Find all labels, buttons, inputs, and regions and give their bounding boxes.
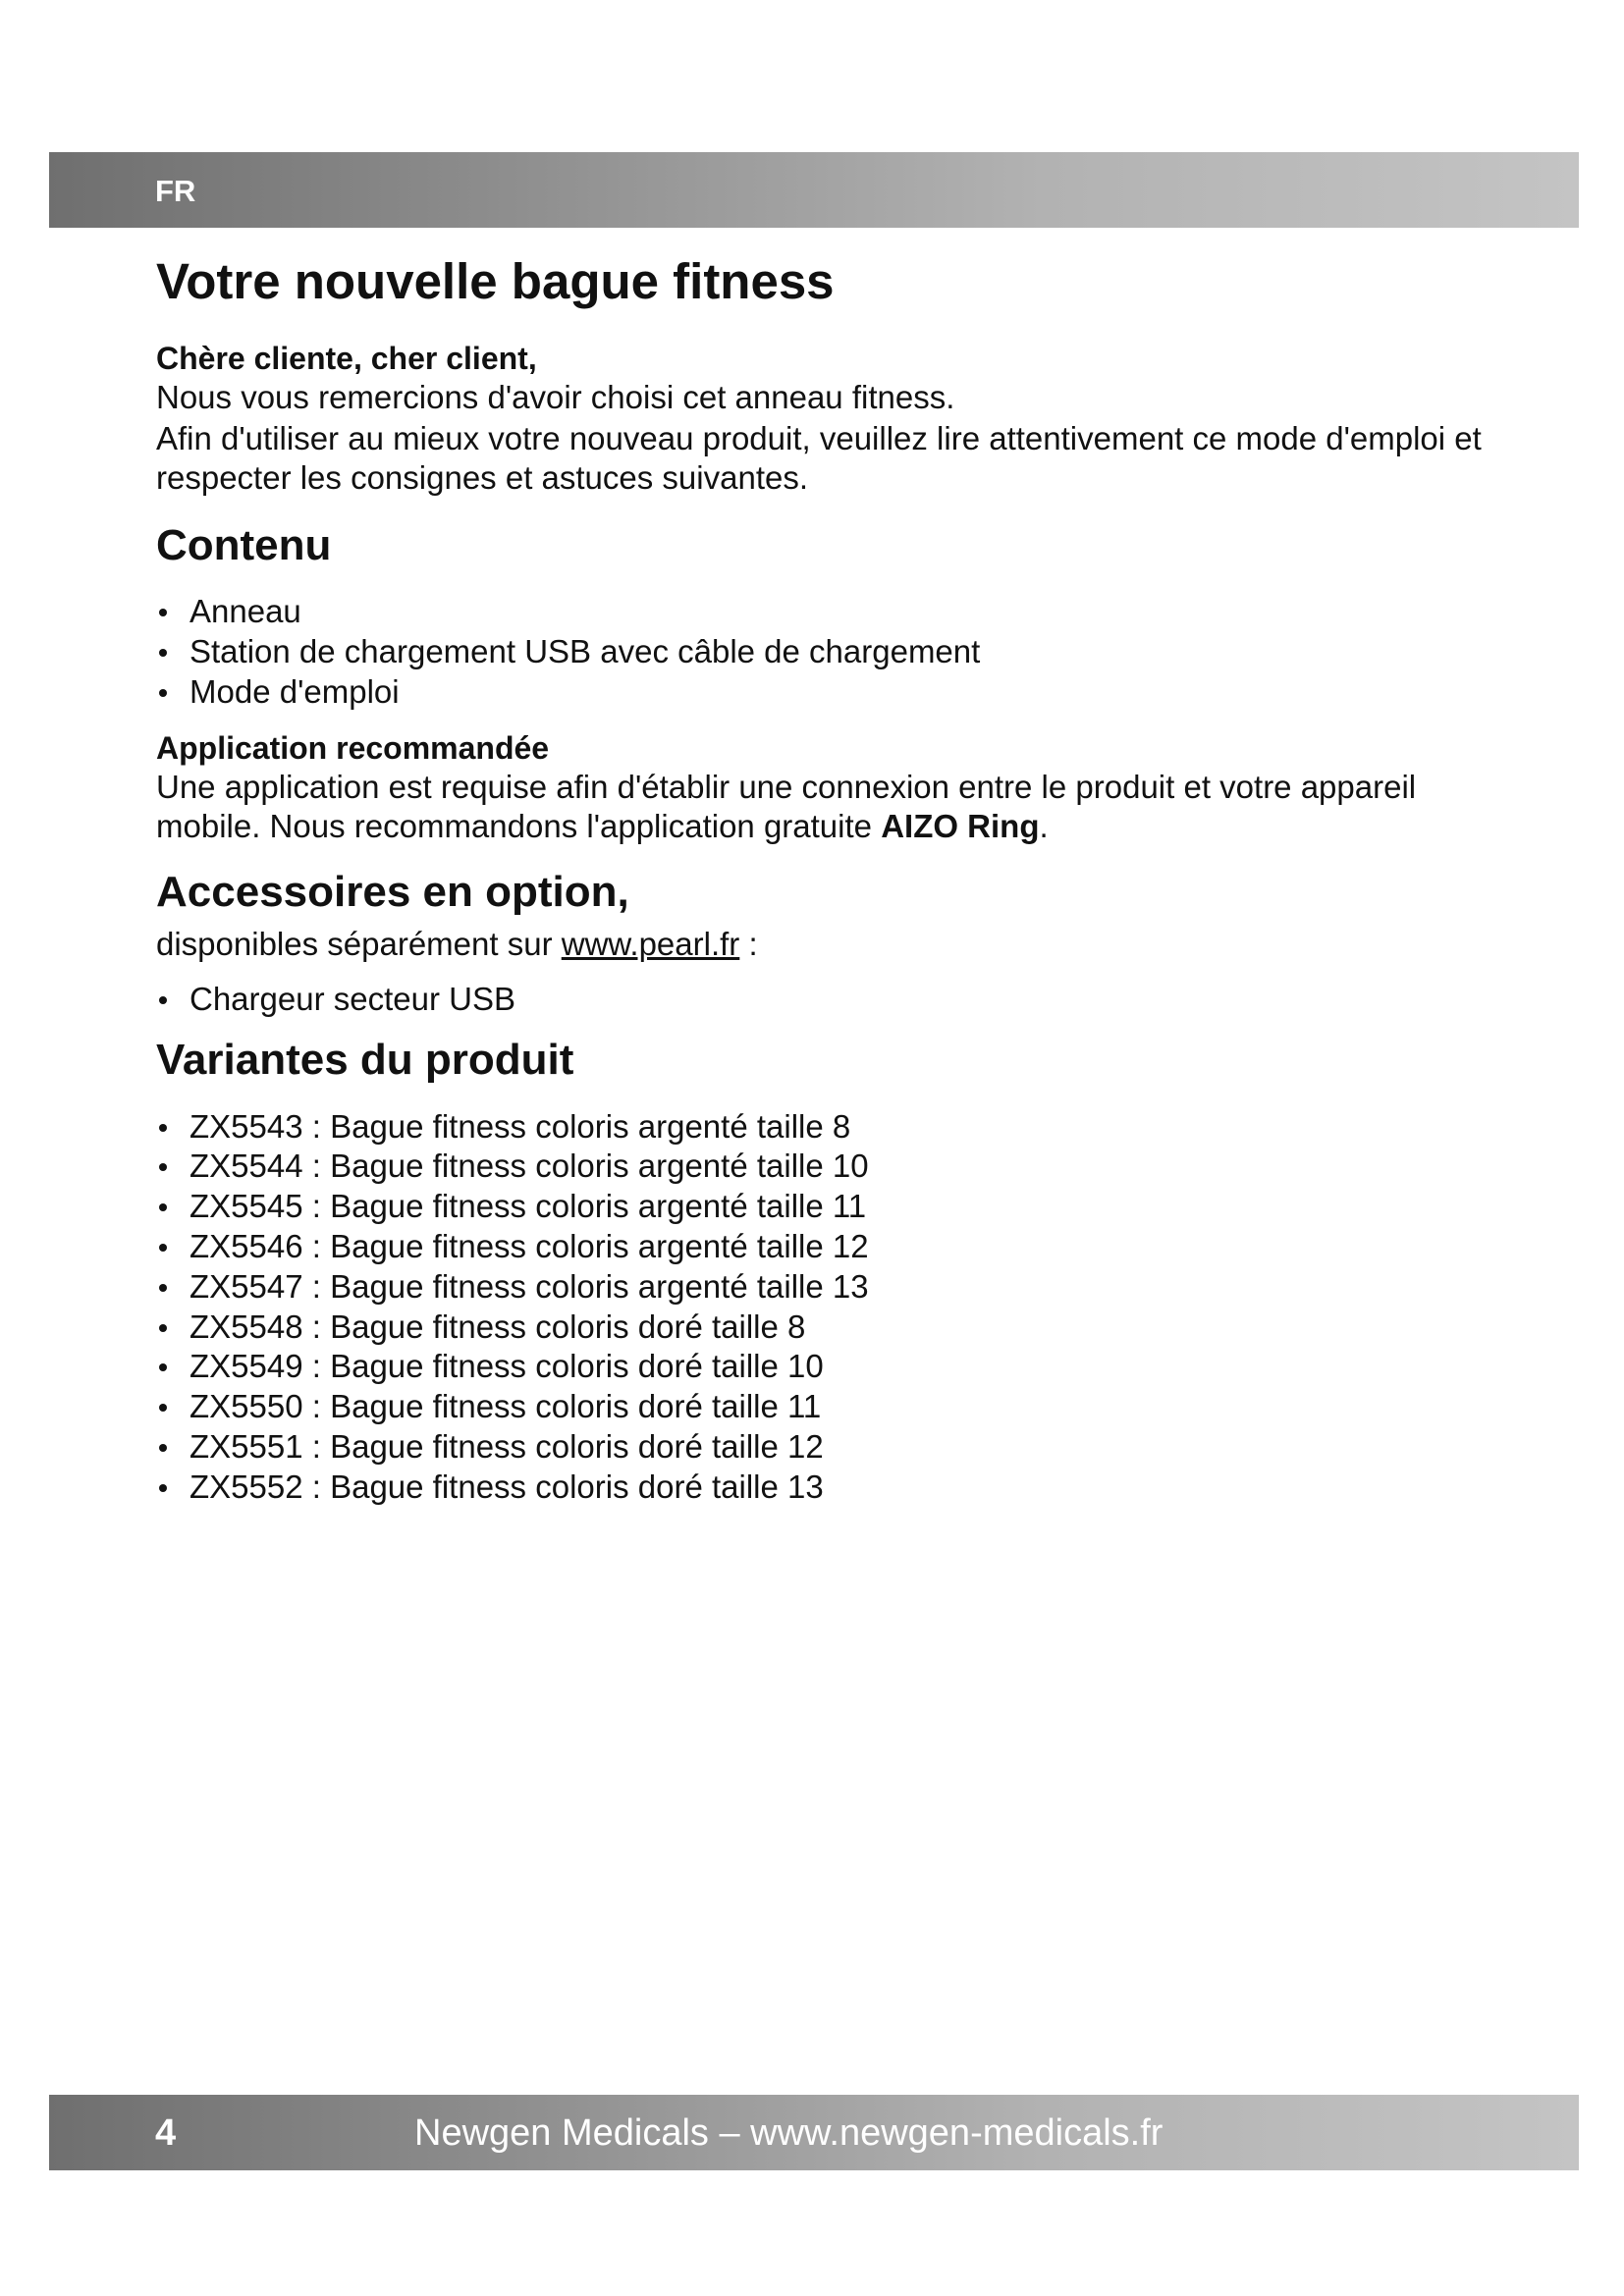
variants-heading: Variantes du produit bbox=[156, 1036, 574, 1085]
list-item: Mode d'emploi bbox=[156, 672, 1511, 713]
app-text: Une application est requise afin d'établir une connexion entre le produit et votre appareil mobile. Nous recommandons l'application gratuite bbox=[156, 768, 1417, 844]
footer-text: Newgen Medicals – www.newgen-medicals.fr bbox=[414, 2112, 1164, 2154]
contents-list bbox=[156, 592, 1511, 712]
accessories-text-end: : bbox=[739, 926, 758, 963]
accessories-list bbox=[156, 980, 1511, 1020]
list-item: ZX5547 : Bague fitness coloris argenté taille 13 bbox=[156, 1267, 1511, 1308]
list-item: ZX5545 : Bague fitness coloris argenté taille 11 bbox=[156, 1187, 1511, 1227]
greeting: Chère cliente, cher client, bbox=[156, 340, 537, 376]
pearl-link[interactable]: www.pearl.fr bbox=[561, 926, 740, 963]
language-label: FR bbox=[155, 174, 196, 208]
list-item: ZX5552 : Bague fitness coloris doré taille 13 bbox=[156, 1468, 1511, 1508]
page-title: Votre nouvelle bague fitness bbox=[156, 253, 835, 309]
accessories-text: disponibles séparément sur bbox=[156, 926, 562, 963]
footer-bar bbox=[49, 2095, 1579, 2170]
page-number: 4 bbox=[155, 2112, 177, 2154]
app-paragraph bbox=[156, 768, 1511, 846]
list-item: Station de chargement USB avec câble de chargement bbox=[156, 632, 1511, 672]
list-item: Chargeur secteur USB bbox=[156, 980, 1511, 1020]
intro-paragraph-2: Afin d'utiliser au mieux votre nouveau produit, veuillez lire attentivement ce mode d'emploi et respecter les consignes et astuces suivantes. bbox=[156, 419, 1482, 496]
list-item: ZX5550 : Bague fitness coloris doré taille 11 bbox=[156, 1387, 1511, 1427]
intro-paragraph-1: Nous vous remercions d'avoir choisi cet anneau fitness. bbox=[156, 378, 955, 415]
app-heading: Application recommandée bbox=[156, 729, 550, 766]
list-item: ZX5548 : Bague fitness coloris doré taille 8 bbox=[156, 1308, 1511, 1348]
list-item: ZX5544 : Bague fitness coloris argenté taille 10 bbox=[156, 1147, 1511, 1187]
app-name: AIZO Ring bbox=[881, 807, 1040, 844]
contents-heading: Contenu bbox=[156, 520, 332, 569]
app-text-end: . bbox=[1039, 807, 1049, 844]
list-item: Anneau bbox=[156, 592, 1511, 632]
accessories-paragraph bbox=[156, 925, 1511, 964]
list-item: ZX5546 : Bague fitness coloris argenté taille 12 bbox=[156, 1227, 1511, 1267]
page-content bbox=[156, 253, 1511, 1508]
list-item: ZX5543 : Bague fitness coloris argenté taille 8 bbox=[156, 1107, 1511, 1148]
variants-list bbox=[156, 1107, 1511, 1508]
accessories-heading: Accessoires en option, bbox=[156, 867, 629, 916]
list-item: ZX5549 : Bague fitness coloris doré taille 10 bbox=[156, 1347, 1511, 1387]
list-item: ZX5551 : Bague fitness coloris doré taille 12 bbox=[156, 1427, 1511, 1468]
header-bar bbox=[49, 152, 1579, 228]
